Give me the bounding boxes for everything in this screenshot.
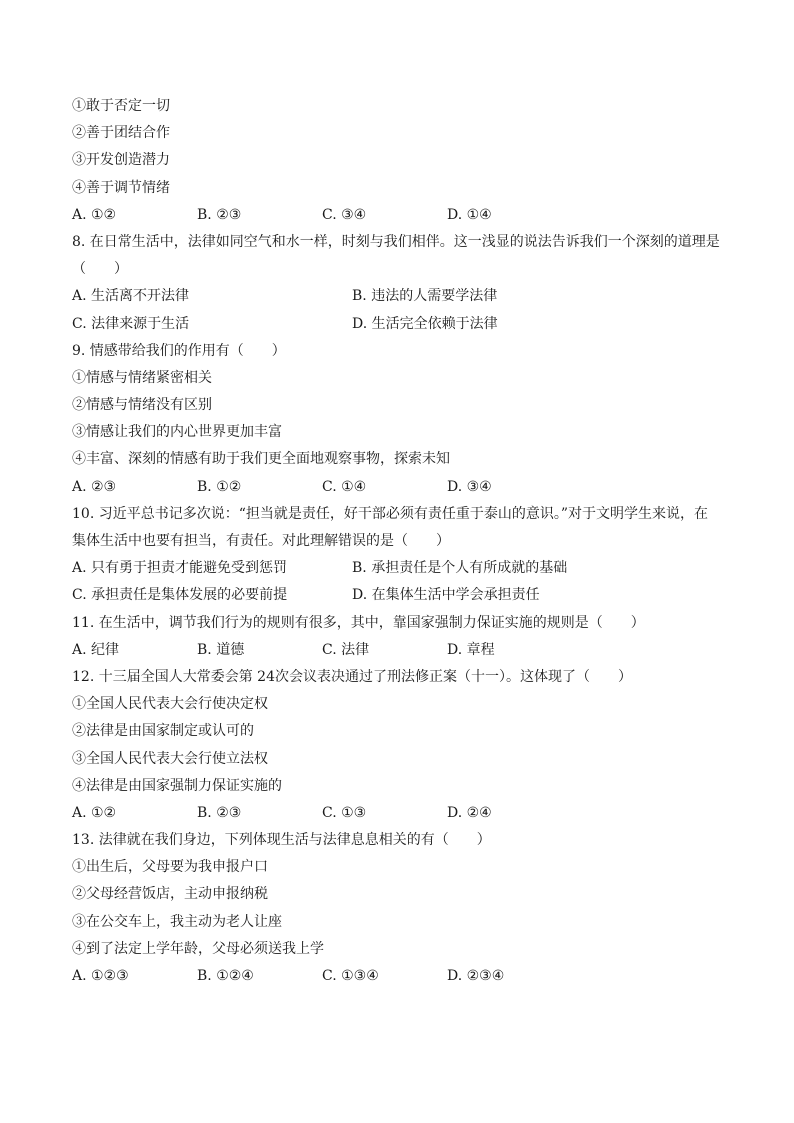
q13-option-b: B. ①②④ <box>197 968 254 984</box>
q9-option-c: C. ①④ <box>322 478 367 495</box>
q10-option-b: B. 承担责任是个人有所成就的基础 <box>352 560 568 577</box>
q12-item-2: ②法律是由国家制定或认可的 <box>72 723 254 740</box>
q8-option-c: C. 法律来源于生活 <box>72 315 190 332</box>
q10-option-c: C. 承担责任是集体发展的必要前提 <box>72 587 288 604</box>
q7-options <box>72 202 732 229</box>
question-7 <box>72 93 732 229</box>
q13-option-c: C. ①③④ <box>322 968 379 984</box>
q10-option-d: D. 在集体生活中学会承担责任 <box>352 587 540 604</box>
question-8 <box>72 229 732 338</box>
q11-stem: 11. 在生活中，调节我们行为的规则有很多，其中，靠国家强制力保证实施的规则是（ ） <box>72 614 645 631</box>
q7-item-2: ②善于团结合作 <box>72 125 170 142</box>
q7-item-4: ④善于调节情绪 <box>72 179 170 196</box>
q8-stem-line-1: 8. 在日常生活中，法律如同空气和水一样，时刻与我们相伴。这一浅显的说法告诉我们一个深刻的道理是 <box>72 233 720 250</box>
q8-option-a: A. 生活离不开法律 <box>72 288 190 305</box>
q8-option-b: B. 违法的人需要学法律 <box>352 288 498 305</box>
q11-option-a: A. 纪律 <box>72 641 120 658</box>
q12-item-3: ③全国人民代表大会行使立法权 <box>72 750 268 767</box>
q12-option-d: D. ②④ <box>447 804 492 821</box>
q12-item-1: ①全国人民代表大会行使决定权 <box>72 696 268 713</box>
q9-stem: 9. 情感带给我们的作用有（ ） <box>72 342 286 359</box>
q13-item-4: ④到了法定上学年龄，父母必须送我上学 <box>72 940 324 957</box>
q9-item-1: ①情感与情绪紧密相关 <box>72 369 212 386</box>
question-13 <box>72 827 732 990</box>
q7-option-d: D. ①④ <box>447 206 492 223</box>
q12-option-a: A. ①② <box>72 804 117 821</box>
q10-option-a: A. 只有勇于担责才能避免受到惩罚 <box>72 560 288 577</box>
q11-option-d: D. 章程 <box>447 641 495 658</box>
q7-option-c: C. ③④ <box>322 206 367 223</box>
question-12 <box>72 664 732 827</box>
q13-item-3: ③在公交车上，我主动为老人让座 <box>72 913 282 930</box>
q7-item-1: ①敢于否定一切 <box>72 98 170 114</box>
q12-item-4: ④法律是由国家强制力保证实施的 <box>72 777 282 794</box>
question-10 <box>72 501 732 610</box>
q12-option-b: B. ②③ <box>197 804 242 821</box>
q13-item-2: ②父母经营饭店，主动申报纳税 <box>72 886 268 903</box>
q9-item-3: ③情感让我们的内心世界更加丰富 <box>72 424 282 441</box>
q12-options <box>72 800 732 827</box>
q11-option-c: C. 法律 <box>322 641 370 658</box>
q9-option-d: D. ③④ <box>447 478 492 495</box>
q11-option-b: B. 道德 <box>197 641 245 658</box>
q13-options <box>72 963 732 990</box>
q7-item-3: ③开发创造潜力 <box>72 152 170 169</box>
q10-options-row-2 <box>72 582 732 609</box>
q10-stem-line-2: 集体生活中也要有担当，有责任。对此理解错误的是（ ） <box>72 533 450 549</box>
question-11 <box>72 610 732 664</box>
q13-item-1: ①出生后，父母要为我申报户口 <box>72 859 268 876</box>
q8-options-row-1 <box>72 283 732 310</box>
q8-option-d: D. 生活完全依赖于法律 <box>352 315 498 332</box>
q13-option-d: D. ②③④ <box>447 968 505 984</box>
question-list <box>72 93 732 990</box>
q7-option-a: A. ①② <box>72 206 117 223</box>
q12-option-c: C. ①③ <box>322 804 367 821</box>
q11-options <box>72 637 732 664</box>
q10-stem-line-1: 10. 习近平总书记多次说：“担当就是责任，好干部必须有责任重于泰山的意识。”对于文明学生来说，在 <box>72 505 709 522</box>
q9-item-2: ②情感与情绪没有区别 <box>72 397 212 414</box>
q9-options <box>72 474 732 501</box>
question-9 <box>72 338 732 501</box>
q9-item-4: ④丰富、深刻的情感有助于我们更全面地观察事物，探索未知 <box>72 451 450 468</box>
q9-option-b: B. ①② <box>197 478 242 495</box>
q13-option-a: A. ①②③ <box>72 968 129 984</box>
q13-stem: 13. 法律就在我们身边，下列体现生活与法律息息相关的有（ ） <box>72 832 491 849</box>
q8-options-row-2 <box>72 311 732 338</box>
q8-stem-line-2: （ ） <box>72 261 128 278</box>
q12-stem: 12. 十三届全国人大常委会第 24次会议表决通过了刑法修正案（十一）。这体现了（ ） <box>72 668 632 685</box>
q7-option-b: B. ②③ <box>197 206 242 223</box>
q9-option-a: A. ②③ <box>72 478 117 495</box>
q10-options-row-1 <box>72 555 732 582</box>
